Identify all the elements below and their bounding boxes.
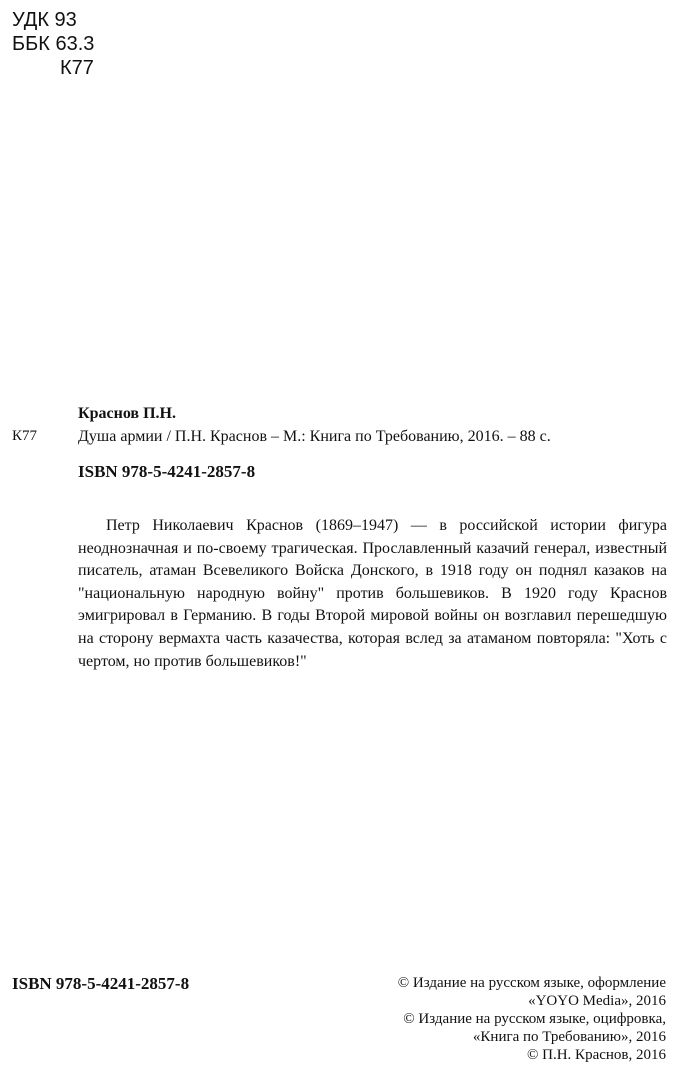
bibliographic-record [78,402,668,483]
copyright-block [398,974,666,1064]
side-author-mark: К77 [12,428,38,444]
classification-codes [12,8,94,80]
udk-code: УДК 93 [12,9,77,31]
copyright-line: «Книга по Требованию», 2016 [472,1029,666,1045]
isbn-main: ISBN 978-5-4241-2857-8 [78,462,256,481]
author-mark: К77 [60,57,94,79]
bibliographic-entry: Душа армии / П.Н. Краснов – М.: Книга по Требованию, 2016. – 88 с. [78,428,551,445]
copyright-line: «YOYO Media», 2016 [528,993,666,1009]
isbn-footer: ISBN 978-5-4241-2857-8 [12,974,190,993]
copyright-line: © П.Н. Краснов, 2016 [527,1047,666,1063]
copyright-line: © Издание на русском языке, оформление [397,975,666,991]
bbk-code: ББК 63.3 [12,33,95,55]
annotation-paragraph: Петр Николаевич Краснов (1869–1947) — в российской истории фигура неоднозначная и по-своему трагическая. Прославленный казачий генерал, известный писатель, атаман Всевеликого Войска Донского, в 1918 году он поднял казаков на "национальную народную войну" против большевиков. В 1920 году Краснов эмигрировал в Германию. В годы Второй мировой войны он возглавил перешедшую на сторону вермахта часть казачества, которая вслед за атаманом повторяла: "Хоть с чертом, но против большевиков!" [78,517,667,670]
author-name: Краснов П.Н. [78,405,176,422]
copyright-line: © Издание на русском языке, оцифровка, [403,1011,666,1027]
